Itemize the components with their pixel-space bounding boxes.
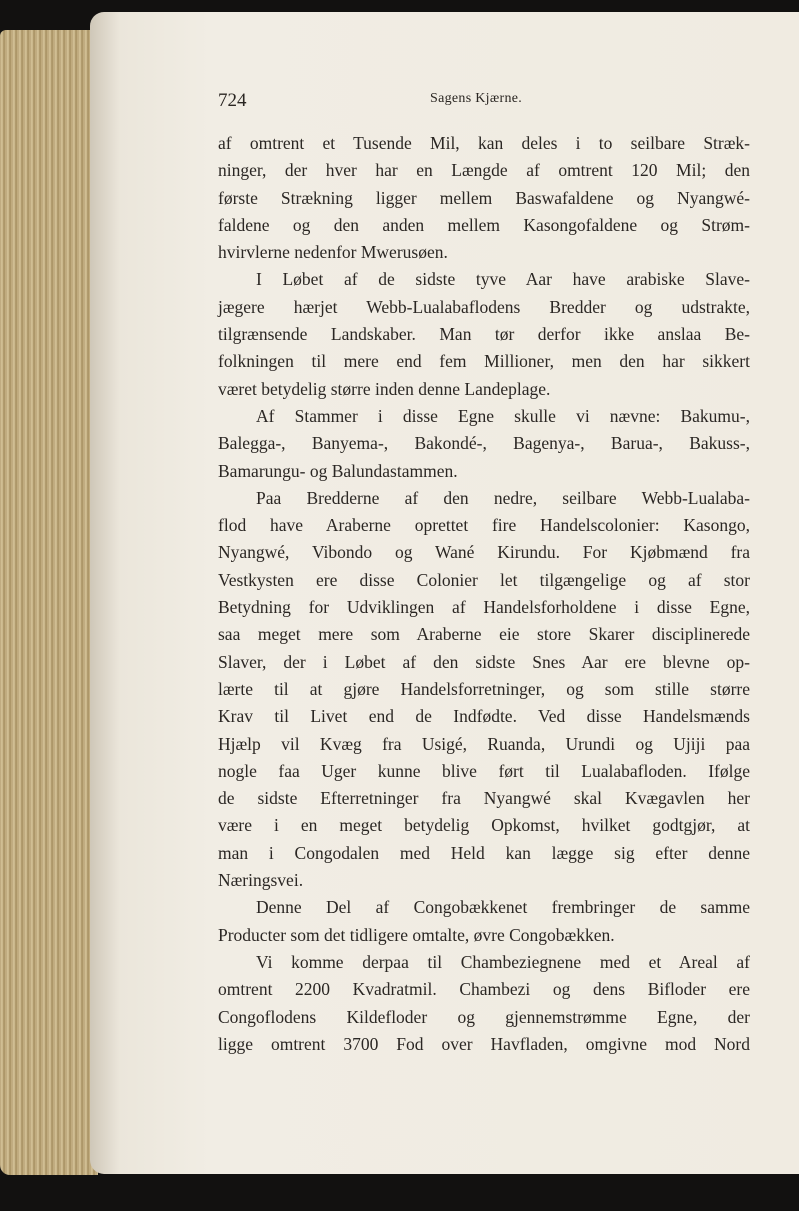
page-number: 724 (218, 90, 247, 111)
text-line: af omtrent et Tusende Mil, kan deles i to seilbare Stræk- (218, 133, 750, 153)
text-line: folkningen til mere end fem Millioner, men den har sikkert (218, 351, 750, 372)
text-line: Nyangwé, Vibondo og Wané Kirundu. For Kjøbmænd fra (218, 542, 750, 563)
text-line: været betydelig større inden denne Landeplage. (218, 378, 551, 399)
text-line: Betydning for Udviklingen af Handelsforholdene i disse Egne, (218, 597, 750, 618)
text-line: Paa Bredderne af den nedre, seilbare Webb-Lualaba- (256, 487, 750, 508)
text-line: flod have Araberne oprettet fire Handelscolonier: Kasongo, (218, 515, 750, 536)
text-line: man i Congodalen med Held kan lægge sig efter denne (218, 842, 750, 863)
text-line: ligge omtrent 3700 Fod over Havfladen, omgivne mod Nord (218, 1033, 750, 1054)
text-line: første Strækning ligger mellem Baswafaldene og Nyangwé- (218, 187, 750, 208)
running-head-title: Sagens Kjærne. (430, 91, 523, 106)
text-line: tilgrænsende Landskaber. Man tør derfor ikke anslaa Be- (218, 324, 750, 345)
text-line: Bamarungu- og Balundastammen. (218, 460, 458, 481)
text-line: lærte til at gjøre Handelsforretninger, og som stille større (218, 678, 750, 699)
text-line: ninger, der hver har en Længde af omtrent 120 Mil; den (218, 160, 750, 181)
body-text (218, 130, 750, 1058)
text-line: I Løbet af de sidste tyve Aar have arabiske Slave- (256, 269, 750, 290)
text-line: faldene og den anden mellem Kasongofaldene og Strøm- (218, 214, 750, 235)
running-head (218, 90, 757, 112)
text-line: Af Stammer i disse Egne skulle vi nævne: Bakumu-, (256, 405, 750, 426)
text-line: de sidste Efterretninger fra Nyangwé skal Kvægavlen her (218, 788, 750, 809)
text-line: hvirvlerne nedenfor Mwerusøen. (218, 242, 448, 263)
text-line: Krav til Livet end de Indfødte. Ved disse Handelsmænds (218, 706, 750, 727)
text-line: Producter som det tidligere omtalte, øvre Congobækken. (218, 924, 615, 945)
text-line: jægere hærjet Webb-Lualabaflodens Bredder og udstrakte, (218, 296, 750, 317)
text-line: Hjælp vil Kvæg fra Usigé, Ruanda, Urundi og Ujiji paa (218, 733, 750, 754)
text-line: Vestkysten ere disse Colonier let tilgængelige og af stor (218, 569, 750, 590)
text-line: være i en meget betydelig Opkomst, hvilket godtgjør, at (218, 815, 750, 836)
text-line: Næringsvei. (218, 870, 304, 891)
text-line: Congoflodens Kildefloder og gjennemstrømme Egne, der (218, 1006, 750, 1027)
text-line: omtrent 2200 Kvadratmil. Chambezi og dens Bifloder ere (218, 979, 750, 1000)
text-line: Balegga-, Banyema-, Bakondé-, Bagenya-, Barua-, Bakuss-, (218, 433, 750, 454)
text-line: nogle faa Uger kunne blive ført til Lualabafloden. Ifølge (218, 760, 750, 781)
book-page-edges (0, 30, 98, 1175)
text-line: saa meget mere som Araberne eie store Skarer disciplinerede (218, 624, 750, 645)
text-line: Slaver, der i Løbet af den sidste Snes Aar ere blevne op- (218, 651, 750, 672)
text-line: Vi komme derpaa til Chambeziegnene med et Areal af (256, 951, 750, 972)
text-line: Denne Del af Congobækkenet frembringer de samme (256, 897, 750, 918)
